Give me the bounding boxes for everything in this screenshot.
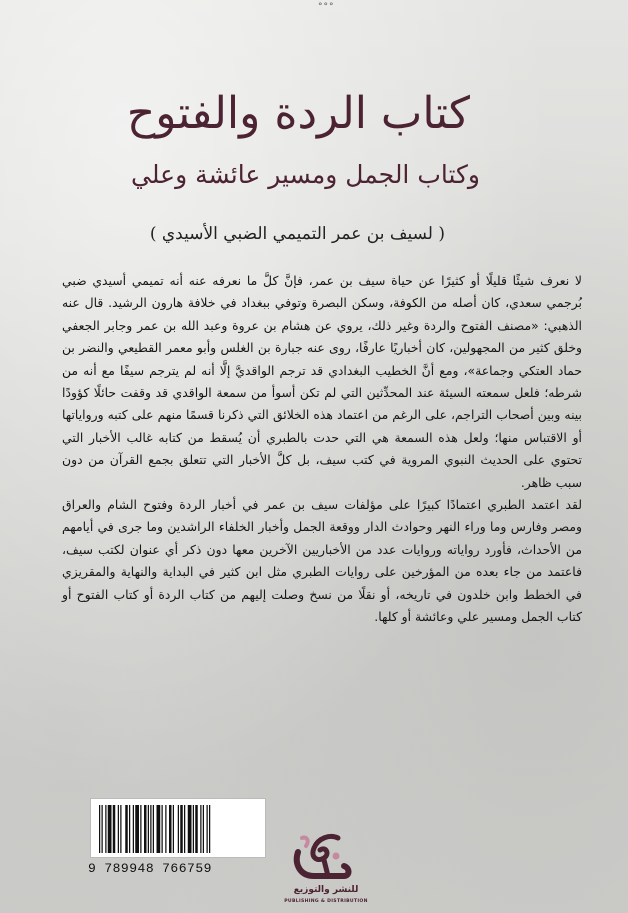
- publisher-name-english: PUBLISHING & DISTRIBUTION: [284, 899, 368, 904]
- barcode-bar: [209, 805, 210, 853]
- isbn-group-2: 766759: [162, 861, 212, 876]
- barcode-bar: [144, 805, 147, 853]
- blurb-paragraph-1: لا نعرف شيئًا قليلًا أو كثيرًا عن حياة سيف بن عمر، فإنَّ كلَّ ما نعرفه عنه أنه تميمي أسيدي ضبي بُرجمي سعدي، كان أصله من الكوفة، وسكن البصرة وتوفي ببغداد في خلافة هارون الرشيد. قال عنه الذهبي: «مصنف الفتوح والردة وغير ذلك، يروي عن هشام بن عروة وعبد الله بن عمر وجابر الجعفي وخلق كثير من المجهولين، كان أخباريًا عارفًا، روى عنه جبارة بن الغلس وأبو معمر القطيعي والنضر بن حماد العتكي وجماعة»، ومع أنَّ الخطيب البغدادي قد ترجم الواقديَّ إلَّا أنه لم يترجم سيفًا مع أنه من شرطه؛ فلعل سمعته السيئة عند المحدِّثين التي لم تكن أسوأ من سمعة الواقدي قد وقفت حائلًا كؤودًا بينه وبين أصحاب التراجم، على الرغم من اعتماد هذه الخلائق التي ذكرنا قسمًا منهم على كتبه ورواياتها أو الاقتباس منها؛ ولعل هذه السمعة هي التي حدت بالطبري أن يُسقط من كتابه غالب الأخبار التي تحتوي على الحديث النبوي المروية في كتب سيف، بل كلَّ الأخبار التي تتعلق بجمع القرآن من دون سبب ظاهر.: [62, 273, 582, 490]
- blurb-text: [62, 270, 582, 629]
- barcode-bar: [150, 805, 151, 853]
- barcode-bar: [133, 805, 134, 853]
- barcode-bar: [203, 805, 204, 853]
- barcode-bar: [140, 805, 141, 853]
- barcode-bar: [157, 805, 161, 853]
- barcode-bar: [195, 805, 198, 853]
- barcode-bar: [207, 805, 208, 853]
- barcode-bar: [120, 805, 121, 853]
- barcode-bar: [108, 805, 112, 853]
- isbn-number: [88, 861, 272, 876]
- book-subtitle: وكتاب الجمل ومسير عائشة وعلي: [131, 160, 480, 189]
- barcode-bar: [193, 805, 194, 853]
- barcode-bar: [105, 805, 106, 853]
- barcode-bar: [148, 805, 149, 853]
- barcode-bar: [102, 805, 103, 853]
- barcode-bar: [129, 805, 130, 853]
- barcode-bar: [188, 805, 192, 853]
- barcode-bars: [97, 805, 261, 853]
- book-author: ( لسيف بن عمر التميمي الضبي الأسيدي ): [149, 224, 445, 244]
- isbn-group-1: 789948: [104, 861, 155, 876]
- isbn-barcode: [90, 798, 266, 858]
- publisher-name-arabic: للنشر والتوزيع: [293, 885, 359, 895]
- barcode-bar: [153, 805, 154, 853]
- isbn-lead-digit: 9: [88, 861, 97, 876]
- barcode-bar: [125, 805, 128, 853]
- top-ornament: °°°: [318, 2, 335, 12]
- barcode-bar: [99, 805, 100, 853]
- barcode-bar: [113, 805, 116, 853]
- barcode-bar: [180, 805, 183, 853]
- barcode-bar: [118, 805, 119, 853]
- barcode-bar: [162, 805, 163, 853]
- barcode-bar: [169, 805, 172, 853]
- barcode-bar: [165, 805, 166, 853]
- publisher-logo-icon: [284, 832, 358, 892]
- blurb-paragraph-2: لقد اعتمد الطبري اعتمادًا كبيرًا على مؤلفات سيف بن عمر في أخبار الردة وفتوح الشام والعراق ومصر وفارس وما وراء النهر وحوادث الدار ووقعة الجمل وأخبار الخلفاء الراشدين وما جرى في أيامهم من الأحداث، فأورد رواياته وروايات عدد من الأخباريين الآخرين معها دون ذكر أي عنوان لكتب سيف، فاعتمد من جاء بعده من المؤرخين على روايات الطبري مثل ابن كثير في البداية والنهاية والمقريزي في الخطط وابن خلدون في تاريخه، أو نقلًا من نسخ وصلت إليهم من كتاب الردة أو كتاب الفتوح أو كتاب الجمل ومسير علي وعائشة أو كلها.: [62, 497, 582, 625]
- barcode-bar: [184, 805, 185, 853]
- barcode-bar: [178, 805, 179, 853]
- barcode-bar: [173, 805, 174, 853]
- barcode-bar: [135, 805, 139, 853]
- book-title: كتاب الردة والفتوح: [126, 88, 470, 139]
- barcode-bar: [200, 805, 201, 853]
